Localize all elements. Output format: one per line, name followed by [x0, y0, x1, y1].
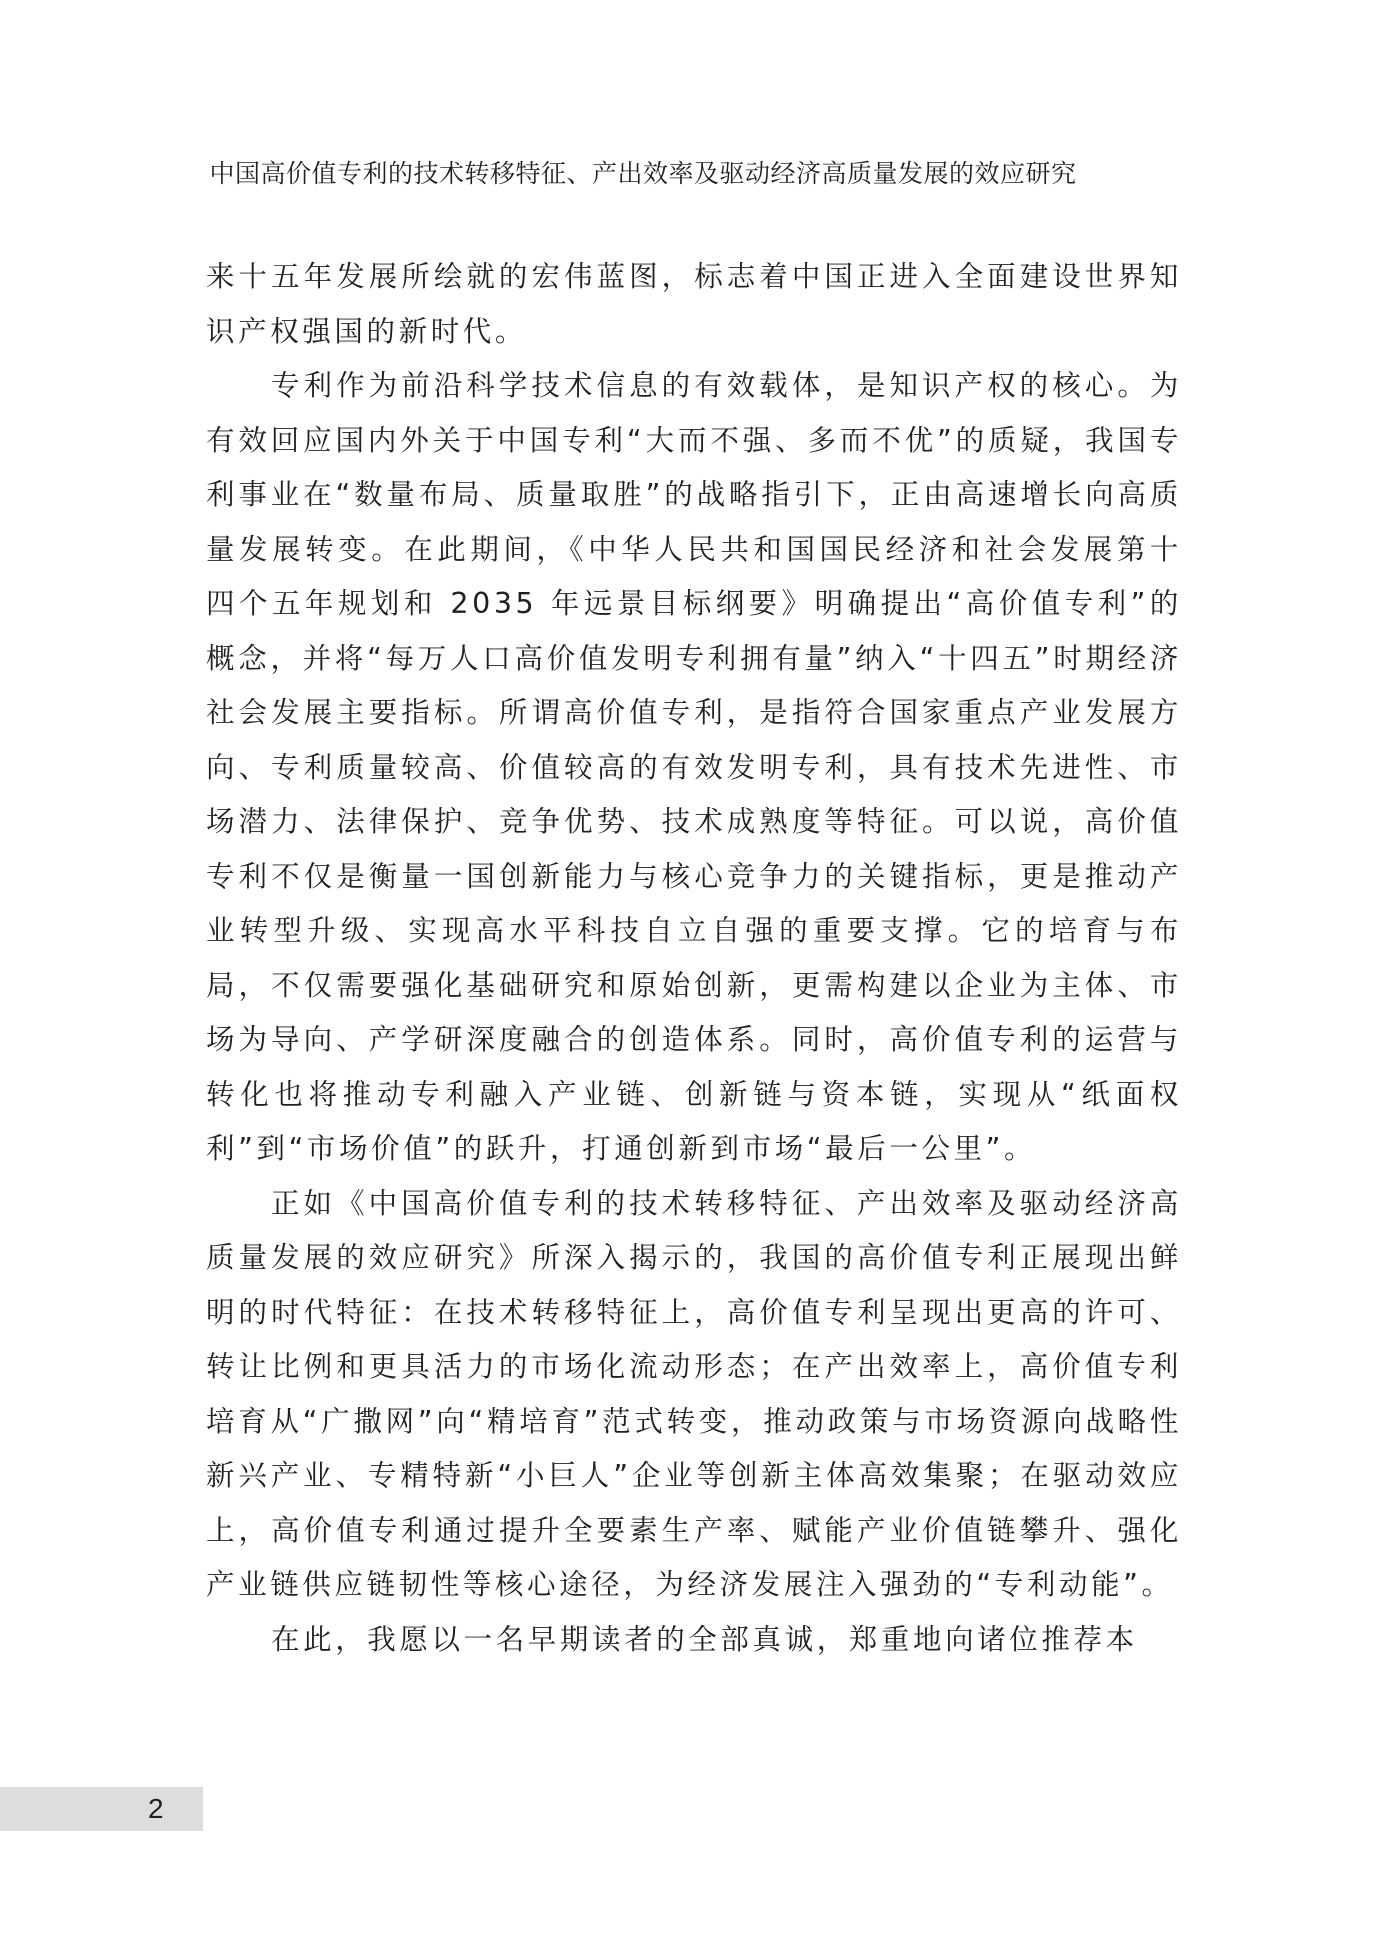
footer-band	[0, 1787, 203, 1831]
book-title-header: 中国高价值专利的技术转移特征、产出效率及驱动经济高质量发展的效应研究	[209, 159, 1077, 188]
paragraph: 正如《中国高价值专利的技术转移特征、产出效率及驱动经济高质量发展的效应研究》所深入揭示的，我国的高价值专利正展现出鲜明的时代特征：在技术转移特征上，高价值专利呈现出更高的许可、转让比例和更具活力的市场化流动形态；在产出效率上，高价值专利培育从“广撒网”向“精培育”范式转变，推动政策与市场资源向战略性新兴产业、专精特新“小巨人”企业等创新主体高效集聚；在驱动效应上，高价值专利通过提升全要素生产率、赋能产业价值链攀升、强化产业链供应链韧性等核心途径，为经济发展注入强劲的“专利动能”。	[206, 1186, 1182, 1601]
paragraph: 专利作为前沿科学技术信息的有效载体，是知识产权的核心。为有效回应国内外关于中国专利“大而不强、多而不优”的质疑，我国专利事业在“数量布局、质量取胜”的战略指引下，正由高速增长向高质量发展转变。在此期间，《中华人民共和国国民经济和社会发展第十四个五年规划和 2035 年远景目标纲要》明确提出“高价值专利”的概念，并将“每万人口高价值发明专利拥有量”纳入“十四五”时期经济社会发展主要指标。所谓高价值专利，是指符合国家重点产业发展方向、专利质量较高、价值较高的有效发明专利，具有技术先进性、市场潜力、法律保护、竞争优势、技术成熟度等特征。可以说，高价值专利不仅是衡量一国创新能力与核心竞争力的关键指标，更是推动产业转型升级、实现高水平科技自立自强的重要支撑。它的培育与布局，不仅需要强化基础研究和原始创新，更需构建以企业为主体、市场为导向、产学研深度融合的创造体系。同时，高价值专利的运营与转化也将推动专利融入产业链、创新链与资本链，实现从“纸面权利”到“市场价值”的跃升，打通创新到市场“最后一公里”。	[206, 369, 1182, 1165]
page-number: 2	[148, 1793, 164, 1824]
body-text	[206, 250, 1182, 1667]
running-header	[200, 152, 1086, 192]
paragraph: 在此，我愿以一名早期读者的全部真诚，郑重地向诸位推荐本	[271, 1622, 1138, 1656]
paragraph-continued: 来十五年发展所绘就的宏伟蓝图，标志着中国正进入全面建设世界知识产权强国的新时代。	[206, 260, 1182, 348]
